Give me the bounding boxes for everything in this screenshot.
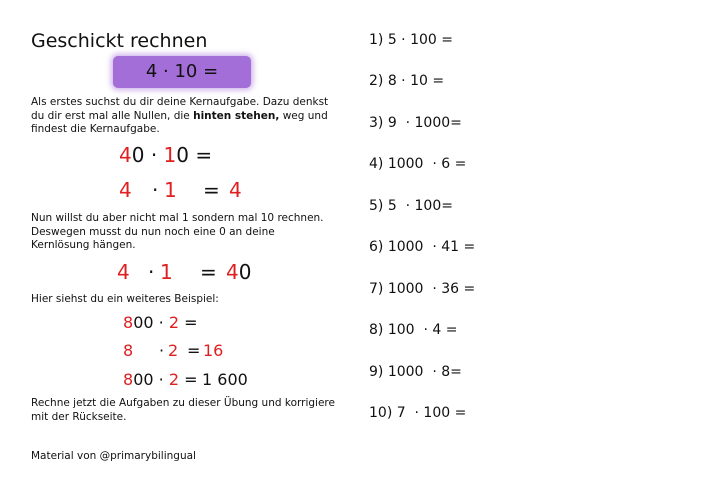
task-item: 1) 5 · 100 = <box>369 32 453 48</box>
zero-a: 0 · <box>131 143 164 167</box>
ex2-zeros: 00 · <box>133 313 169 332</box>
ex2-core-a: 8 <box>123 313 134 332</box>
task-item: 4) 1000 · 6 = <box>369 156 467 172</box>
ex2-final-core-a: 8 <box>123 370 134 389</box>
explanation-paragraph: Nun willst du aber nicht mal 1 sondern mal 10 rechnen. Deswegen musst du nun noch eine 0 an deine Kernlösung hängen. <box>31 212 324 251</box>
task-item: 10) 7 · 100 = <box>369 405 467 421</box>
core-digit-b: 1 <box>163 143 177 167</box>
ex2-final-result: 1 600 <box>202 370 248 389</box>
task-item: 2) 8 · 10 = <box>369 73 445 89</box>
extended-equals: = <box>200 260 217 284</box>
task-item: 7) 1000 · 36 = <box>369 281 476 297</box>
extended-result-zero: 0 <box>238 260 252 284</box>
core-task-equals: = <box>203 178 220 202</box>
extended-b: 1 <box>160 260 173 284</box>
credit-line: Material von @primarybilingual <box>31 450 196 462</box>
ex2-core-task-result: 16 <box>203 341 224 360</box>
ex2-final-equation <box>123 370 198 389</box>
example2-equation <box>123 313 198 332</box>
ex2-core-task-dot: · <box>159 341 165 360</box>
task-item: 9) 1000 · 8= <box>369 364 462 380</box>
task-item: 5) 5 · 100= <box>369 198 453 214</box>
core-task-b: 1 <box>164 178 177 202</box>
ex2-core-task-equals: = <box>187 341 201 360</box>
instruction-paragraph: Rechne jetzt die Aufgaben zu dieser Übung und korrigiere mit der Rückseite. <box>31 397 335 423</box>
intro-text-2: weg und findest die Kernaufgabe. <box>31 109 328 135</box>
intro-paragraph <box>31 96 336 137</box>
example1-equation <box>119 143 212 167</box>
intro-text-1: Als erstes suchst du dir deine Kernaufgabe. Dazu denkst du dir erst mal alle Nullen, die <box>31 96 329 122</box>
ex2-final-core-b: 2 <box>168 370 179 389</box>
highlighted-equation: 4 · 10 = <box>113 56 251 88</box>
ex2-core-task-b: 2 <box>168 341 179 360</box>
another-example-label: Hier siehst du ein weiteres Beispiel: <box>31 293 219 305</box>
extended-a: 4 <box>117 260 130 284</box>
ex2-core-task-a: 8 <box>123 341 134 360</box>
ex2-final-equals: = <box>179 370 198 389</box>
core-digit-a: 4 <box>119 143 132 167</box>
task-item: 3) 9 · 1000= <box>369 115 462 131</box>
ex2-equals: = <box>179 313 198 332</box>
task-item: 8) 100 · 4 = <box>369 322 458 338</box>
task-item: 6) 1000 · 41 = <box>369 239 476 255</box>
zero-b: 0 = <box>176 143 213 167</box>
extended-dot: · <box>148 260 155 284</box>
ex2-final-zeros: 00 · <box>133 370 169 389</box>
worksheet-title: Geschickt rechnen <box>31 30 208 52</box>
extended-result <box>226 260 251 284</box>
core-task-a: 4 <box>119 178 132 202</box>
intro-bold: hinten stehen, <box>193 109 280 122</box>
ex2-core-b: 2 <box>168 313 179 332</box>
core-task-dot: · <box>152 178 159 202</box>
extended-result-core: 4 <box>226 260 239 284</box>
core-task-result: 4 <box>229 178 242 202</box>
